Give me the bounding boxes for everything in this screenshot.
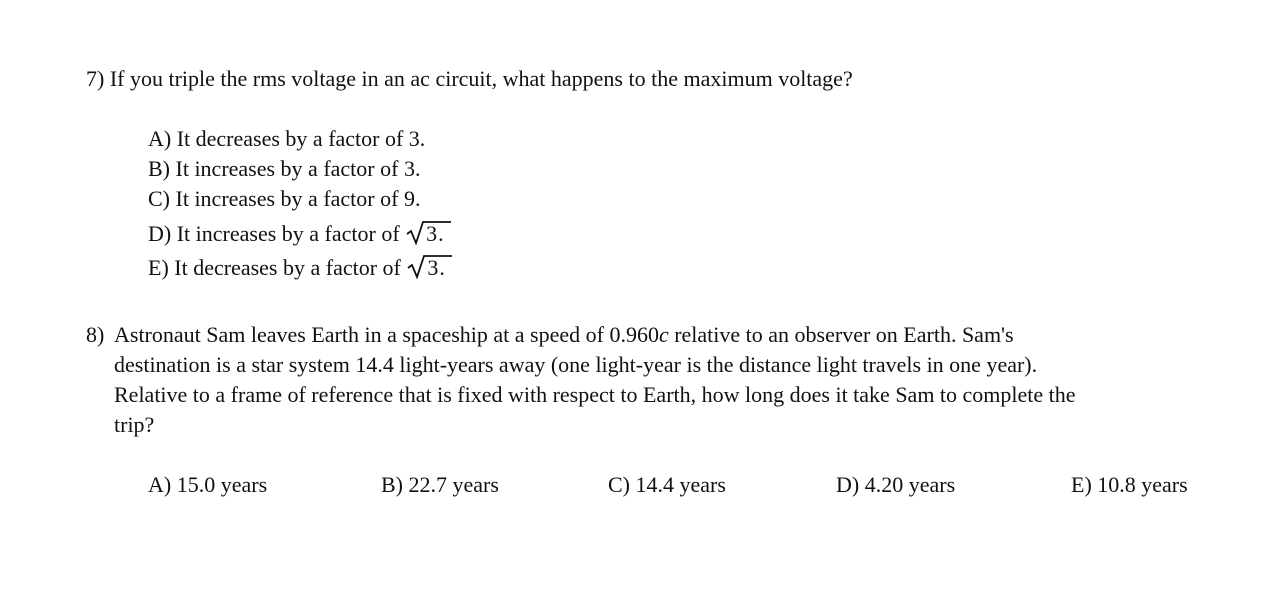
question-7-choice-d-text: D) It increases by a factor of: [148, 221, 406, 246]
question-8-number: 8): [86, 322, 105, 347]
question-7-choice-e-text: E) It decreases by a factor of: [148, 255, 407, 280]
question-8-choice-e: E) 10.8 years: [1071, 472, 1188, 497]
question-7-choice-e: [148, 255, 445, 281]
question-7-choice-d-period: .: [438, 221, 444, 246]
question-7-choice-d: [148, 221, 444, 247]
square-root-symbol: [407, 221, 438, 247]
question-7-choice-c: C) It increases by a factor of 9.: [148, 186, 421, 211]
question-8-stem-line-1: [114, 322, 1014, 348]
square-root-radicand: 3: [426, 221, 438, 246]
question-7-stem: 7) If you triple the rms voltage in an ac circuit, what happens to the maximum voltage?: [86, 66, 853, 91]
question-8-stem-line-2: destination is a star system 14.4 light-years away (one light-year is the distance light travels in one year).: [114, 352, 1038, 377]
question-8-choice-a: A) 15.0 years: [148, 472, 268, 497]
square-root-radicand: 3: [427, 255, 439, 280]
question-8-stem-text: relative to an observer on Earth. Sam's: [668, 322, 1014, 347]
question-7-choice-a: A) It decreases by a factor of 3.: [148, 126, 426, 151]
speed-of-light-symbol: c: [658, 322, 669, 347]
question-7-choice-b: B) It increases by a factor of 3.: [148, 156, 421, 181]
question-8-stem-line-3: Relative to a frame of reference that is fixed with respect to Earth, how long does it take Sam to complete the: [114, 382, 1076, 407]
question-8-choice-b: B) 22.7 years: [381, 472, 499, 497]
question-8-stem-line-4: trip?: [114, 412, 155, 437]
question-8-choice-d: D) 4.20 years: [836, 472, 956, 497]
question-8-stem-text: Astronaut Sam leaves Earth in a spaceship at a speed of 0.960: [114, 322, 659, 347]
question-8-choice-c: C) 14.4 years: [608, 472, 726, 497]
question-7-choice-e-period: .: [439, 255, 445, 280]
square-root-symbol: [408, 255, 439, 281]
